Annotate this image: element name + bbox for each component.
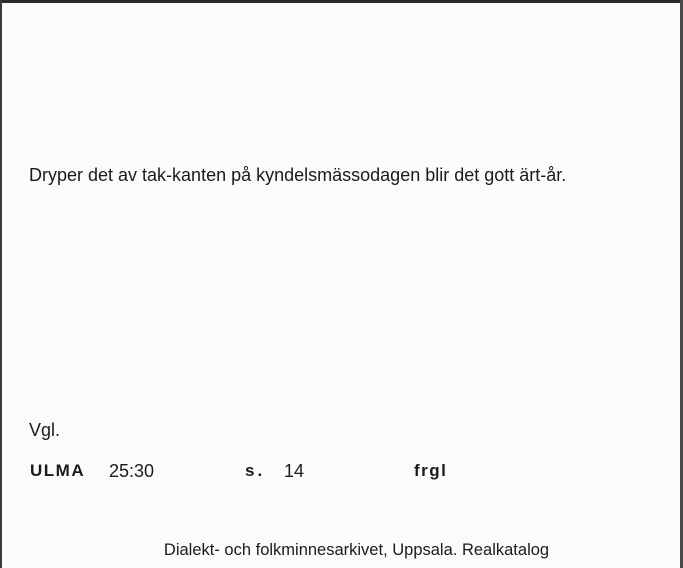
archive-number: 25:30 (109, 461, 155, 481)
reference-row (0, 459, 683, 483)
page-number: 14 (284, 461, 305, 481)
archive-footer: Dialekt- och folkminnesarkivet, Uppsala. Realkatalog (163, 541, 550, 559)
page-label: s. (245, 461, 266, 480)
entry-text: Dryper det av tak-kanten på kyndelsmässodagen blir det gott ärt-år. (29, 165, 567, 185)
cf-label: Vgl. (29, 420, 61, 440)
archive-code: ULMA (30, 461, 86, 480)
card-top-edge (0, 0, 683, 3)
category-code: frgl (414, 461, 448, 480)
